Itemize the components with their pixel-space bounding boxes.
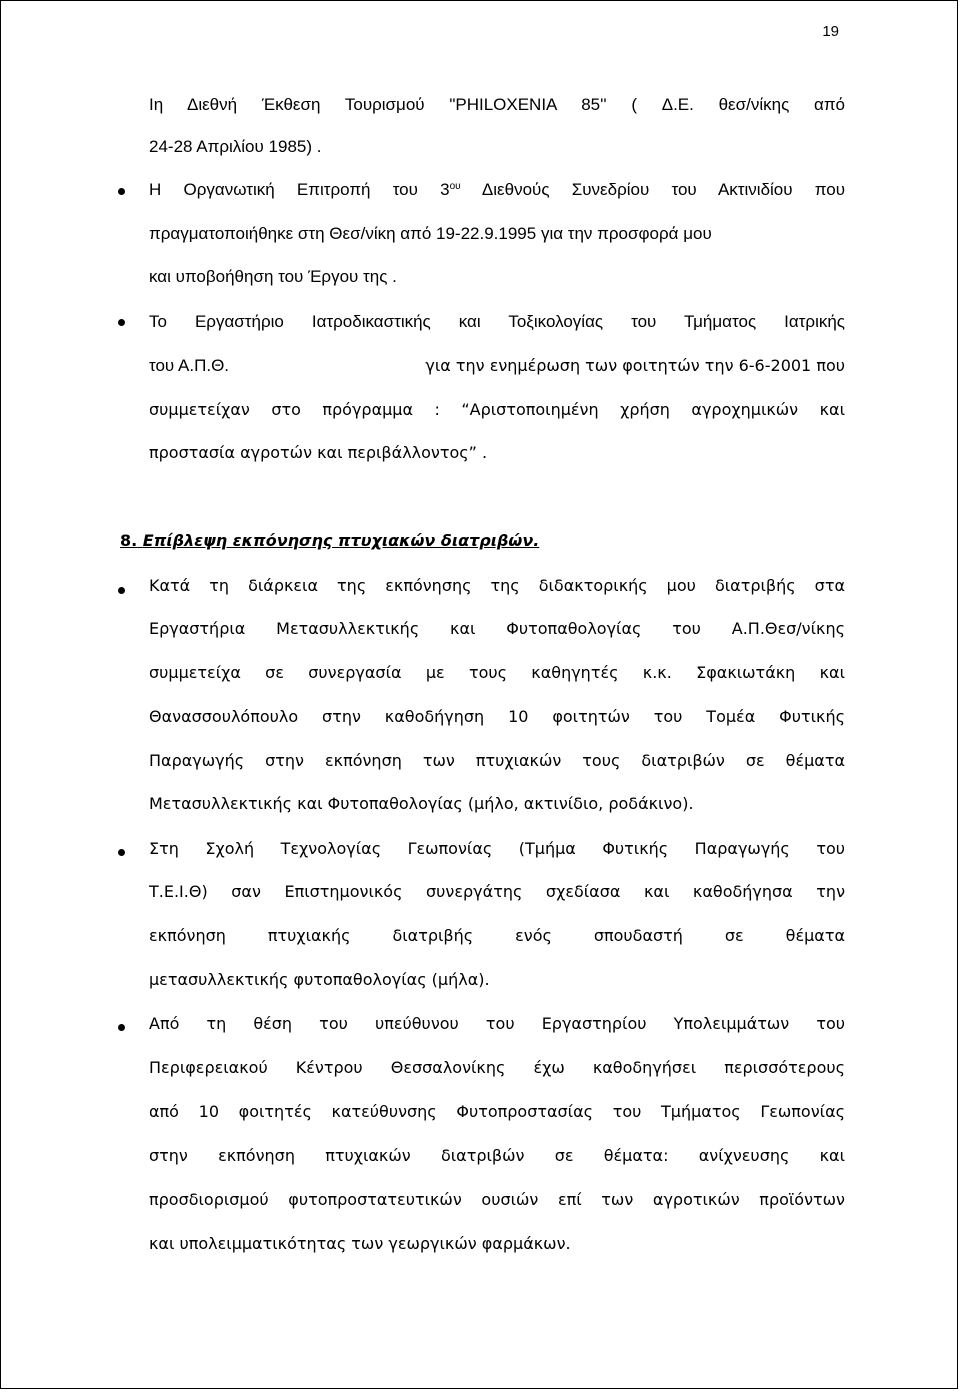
text-line: Κατά τη διάρκεια της εκπόνησης της διδακτορικής μου διατριβής στα <box>149 576 845 595</box>
apth-label: του Α.Π.Θ. <box>149 356 230 375</box>
text-line: Μετασυλλεκτικής και Φυτοπαθολογίας (μήλο, ακτινίδιο, ροδάκινο). <box>149 794 694 813</box>
text-line: Στη Σχολή Τεχνολογίας Γεωπονίας (Τμήμα Φυτικής Παραγωγής του <box>149 839 845 858</box>
text-line: Θανασσουλόπουλο στην καθοδήγηση 10 φοιτητών του Τομέα Φυτικής <box>149 707 845 726</box>
bullet-icon <box>118 1024 125 1031</box>
text-line: Τ.Ε.Ι.Θ) σαν Επιστημονικός συνεργάτης σχεδίασα και καθοδήγησα την <box>149 882 845 901</box>
text-line <box>149 179 845 201</box>
conference-text-post: Διεθνούς Συνεδρίου του Ακτινιδίου που <box>460 180 845 199</box>
text-line: 24-28 Απριλίου 1985) . <box>149 137 322 156</box>
text-line: και υπολειμματικότητας των γεωργικών φαρμάκων. <box>149 1234 571 1253</box>
text-line: Εργαστήρια Μετασυλλεκτικής και Φυτοπαθολογίας του Α.Π.Θεσ/νίκης <box>149 619 845 638</box>
apth-text: για την ενημέρωση των φοιτητών την 6-6-2001 που <box>425 356 845 375</box>
text-line: Παραγωγής στην εκπόνηση των πτυχιακών τους διατριβών σε θέματα <box>149 751 845 770</box>
text-line: πραγματοποιήθηκε στη Θεσ/νίκη από 19-22.9.1995 για την προσφορά μου <box>149 224 712 243</box>
text-line: συμμετείχα σε συνεργασία με τους καθηγητές κ.κ. Σφακιωτάκη και <box>149 663 845 682</box>
section-heading <box>120 531 539 550</box>
text-line: προστασία αγροτών και περιβάλλοντος” . <box>149 443 488 462</box>
ordinal-superscript: ου <box>449 181 461 192</box>
text-line <box>149 355 845 377</box>
conference-text-pre: Η Οργανωτική Επιτροπή του 3 <box>149 180 450 199</box>
text-line: από 10 φοιτητές κατεύθυνσης Φυτοπροστασίας του Τμήματος Γεωπονίας <box>149 1102 845 1121</box>
bullet-icon <box>118 188 125 195</box>
section-title: Επίβλεψη εκπόνησης πτυχιακών διατριβών. <box>142 531 540 550</box>
bullet-icon <box>118 587 125 594</box>
bullet-icon <box>118 849 125 856</box>
text-line: Το Εργαστήριο Ιατροδικαστικής και Τοξικολογίας του Τμήματος Ιατρικής <box>149 312 845 331</box>
section-number: 8. <box>120 531 138 550</box>
text-line: Περιφερειακού Κέντρου Θεσσαλονίκης έχω καθοδηγήσει περισσότερους <box>149 1058 845 1077</box>
text-line: συμμετείχαν στο πρόγραμμα : “Αριστοποιημένη χρήση αγροχημικών και <box>149 400 845 419</box>
text-line: μετασυλλεκτικής φυτοπαθολογίας (μήλα). <box>149 970 490 989</box>
text-line: εκπόνηση πτυχιακής διατριβής ενός σπουδαστή σε θέματα <box>149 926 845 945</box>
text-line: Από τη θέση του υπεύθυνου του Εργαστηρίου Υπολειμμάτων του <box>149 1014 845 1033</box>
text-line: Ιη Διεθνή Έκθεση Τουρισμού "PHILOXENIA 85'' ( Δ.Ε. θεσ/νίκης από <box>149 95 845 114</box>
bullet-icon <box>118 319 125 326</box>
text-line: προσδιορισμού φυτοπροστατευτικών ουσιών επί των αγροτικών προϊόντων <box>149 1190 845 1209</box>
page-number: 19 <box>822 23 839 40</box>
text-line: και υποβοήθηση του Έργου της . <box>149 267 397 286</box>
text-line: στην εκπόνηση πτυχιακών διατριβών σε θέματα: ανίχνευσης και <box>149 1146 845 1165</box>
